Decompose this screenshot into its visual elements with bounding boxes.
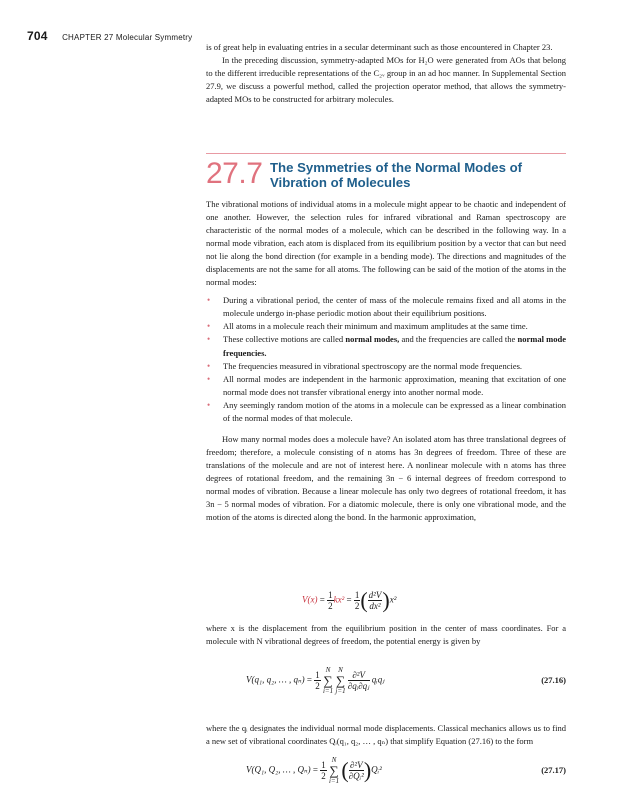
list-item: • The frequencies measured in vibrational spectroscopy are the normal mode frequencies. xyxy=(206,360,566,373)
bullet-icon: • xyxy=(207,373,211,384)
bullet-icon: • xyxy=(207,295,211,306)
equation-number-27-17: (27.17) xyxy=(541,765,566,775)
list-item: • All atoms in a molecule reach their minimum and maximum amplitudes at the same time. xyxy=(206,320,566,333)
list-item: • Any seemingly random motion of the atoms in a molecule can be expressed as a linear combination of the normal modes of that molecule. xyxy=(207,399,566,423)
page-number: 704 xyxy=(27,29,48,43)
term-normal-mode-frequencies: normal mode frequencies. xyxy=(223,334,566,358)
bullet-icon: • xyxy=(207,360,211,371)
intro-text xyxy=(206,41,566,106)
equation-harmonic-potential: V(x) = $\frac{1}{2}$ kx² = $\frac{1}{2}$ ( $\frac{\text{d²V}}{\text{dx²}}$ )x² xyxy=(302,587,397,613)
section-paragraph-1: The vibrational motions of individual atoms in a molecule might appear to be chaotic and independent of one another. However, the selection rules for infrared vibrational and Raman spectroscopy are characteristic of the normal modes of a molecule, which can be described in the following way. In a normal mode vibration, each atom is displaced from its equilibrium position by a vector that can but need not lie along the bond direction (for example in a bending mode). The directions and magnitudes of the displacements are not the same for all atoms. The following can be said of the motion of the atoms in the normal modes: xyxy=(206,199,566,288)
equation-27-16: V(q₁, q₂, … , qₙ) = $\frac{1}{2}$ N ∑ i=1 N ∑ j=1 $\frac{\text{∂²V}}{\text{∂qᵢ∂qⱼ}}$ qᵢqⱼ xyxy=(246,666,385,695)
section-rule xyxy=(206,153,566,154)
section-paragraph-2: How many normal modes does a molecule have? An isolated atom has three translational degrees of freedom; therefore, a molecule consisting of n atoms has 3n degrees of freedom. Three of these are translations of the molecule and are not of interest here. A nonlinear molecule with n atoms has three degrees of rotational freedom, and the remaining 3n − 6 internal degrees of freedom correspond to normal modes of vibration. Because a linear molecule has only two degrees of rotational freedom, it has 3n − 5 normal modes of vibration. For a diatomic molecule, there is only one vibrational mode, and the motion of the atoms is directed along the bond. In the harmonic approximation, xyxy=(206,433,566,523)
list-item: • All normal modes are independent in the harmonic approximation, meaning that excitation of one normal mode does not transfer vibrational energy into another normal mode. xyxy=(207,373,566,397)
list-item: • These collective motions are called normal modes, and the frequencies are called the normal mode frequencies. xyxy=(207,334,566,358)
equation-27-17: V(Q₁, Q₂, … , Qₙ) = $\frac{1}{2}$ N ∑ i=1 ( $\frac{\text{∂²V}}{\text{∂Qᵢ²}}$ )Qᵢ² xyxy=(246,756,382,785)
list-item: • During a vibrational period, the center of mass of the molecule remains fixed and all atoms in the molecule undergo in-phase periodic motion about their equilibrium positions. xyxy=(207,295,566,319)
section-body-continued xyxy=(206,622,566,648)
section-body-final xyxy=(206,722,566,748)
term-normal-modes: normal modes, xyxy=(345,334,400,345)
intro-paragraph-2: In the preceding discussion, symmetry-adapted MOs for H₂O were generated from AOs that belong to the different irreducible representations of the C₂ᵥ group in an ad hoc manner. In Supplemental Section 27.9, we discuss a powerful method, called the projection operator method, that allows the symmetry-adapted MOs to be constructed for arbitrary molecules. xyxy=(206,55,566,105)
normal-mode-properties-list xyxy=(206,294,566,424)
section-paragraph-4: where the qᵢ designates the individual normal mode displacements. Classical mechanics allows us to find a new set of vibrational coordinates Qᵢ(q₁, q₂, … , qₙ) that simplify Equation (27.16) to the form xyxy=(206,723,566,747)
bullet-icon: • xyxy=(207,334,211,345)
section-title: The Symmetries of the Normal Modes of Vibration of Molecules xyxy=(270,160,523,190)
bullet-icon: • xyxy=(207,399,211,410)
section-paragraph-3: where x is the displacement from the equilibrium position in the center of mass coordinates. For a molecule with N vibrational degrees of freedom, the potential energy is given by xyxy=(206,623,566,647)
bullet-icon: • xyxy=(207,321,211,332)
intro-paragraph-1: is of great help in evaluating entries in a secular determinant such as those encountered in Chapter 23. xyxy=(206,42,553,52)
section-number: 27.7 xyxy=(206,157,263,190)
equation-number-27-16: (27.16) xyxy=(541,675,566,685)
section-body xyxy=(206,198,566,524)
chapter-title: CHAPTER 27 Molecular Symmetry xyxy=(62,33,193,42)
running-header xyxy=(27,27,192,45)
